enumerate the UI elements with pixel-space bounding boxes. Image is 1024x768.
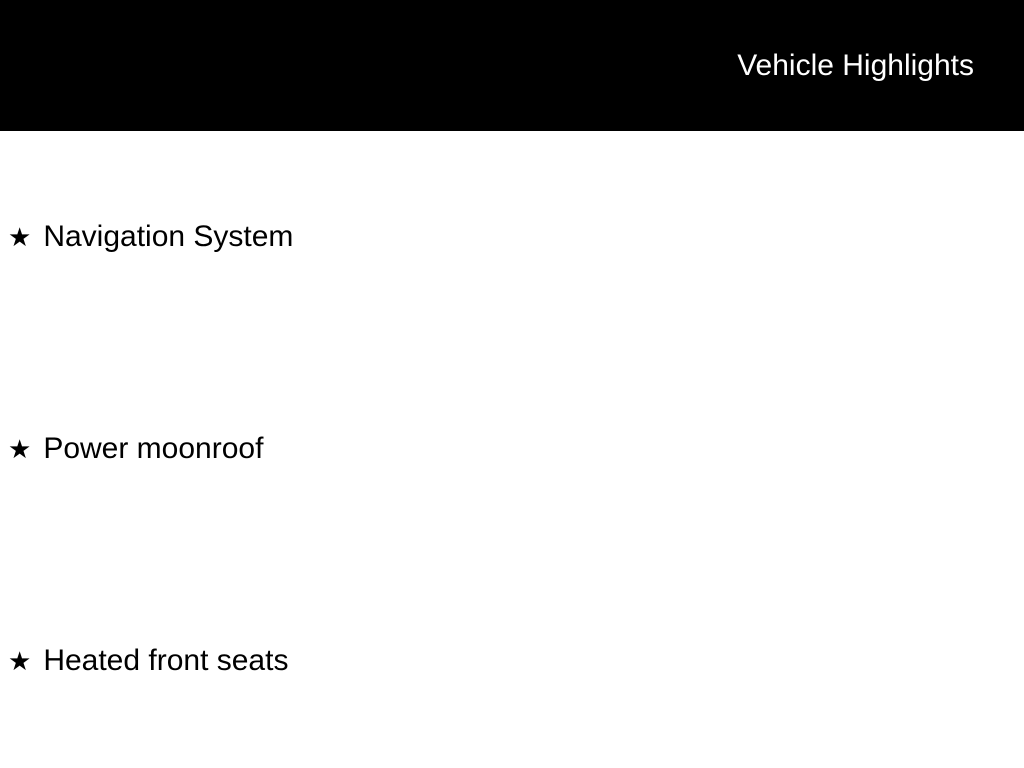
star-icon: ★ (8, 435, 32, 465)
highlight-item (8, 431, 263, 468)
highlights-list (0, 131, 1024, 768)
highlight-item (8, 643, 288, 680)
highlight-label: Navigation System (43, 220, 294, 253)
highlight-item (8, 219, 293, 256)
highlight-label: Heated front seats (43, 644, 289, 677)
star-icon: ★ (8, 223, 32, 253)
highlight-label: Power moonroof (43, 432, 264, 465)
star-icon: ★ (8, 647, 32, 677)
title-bar (0, 0, 1024, 131)
page-title: Vehicle Highlights (737, 49, 974, 82)
